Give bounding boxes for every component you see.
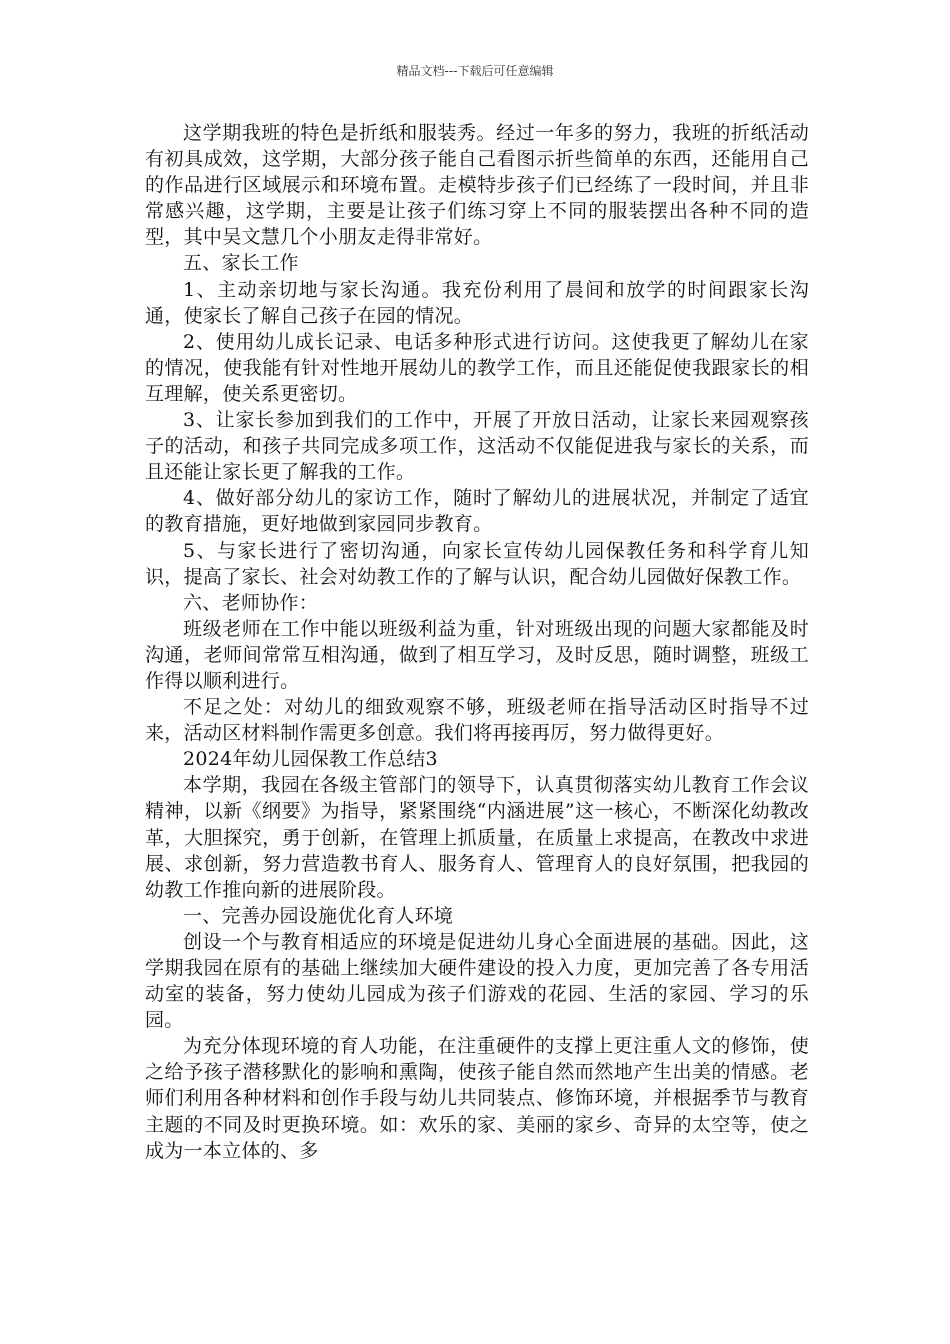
paragraph: 创设一个与教育相适应的环境是促进幼儿身心全面进展的基础。因此，这学期我园在原有的基础上继续加大硬件建设的投入力度，更加完善了各专用活动室的装备，努力使幼儿园成为孩子们游戏的花园、生活的家园、学习的乐园。 xyxy=(145,930,809,1032)
section-heading: 一、完善办园设施优化育人环境 xyxy=(183,904,454,927)
paragraph: 本学期，我园在各级主管部门的领导下，认真贯彻落实幼儿教育工作会议精神，以新《纲要》为指导，紧紧围绕“内涵进展”这一核心，不断深化幼教改革，大胆探究，勇于创新，在管理上抓质量，在质量上求提高，在教改中求进展、求创新，努力营造教书育人、服务育人、管理育人的良好氛围，把我园的幼教工作推向新的进展阶段。 xyxy=(145,774,809,901)
paragraph: 5、与家长进行了密切沟通，向家长宣传幼儿园保教任务和科学育儿知识，提高了家长、社会对幼教工作的了解与认识，配合幼儿园做好保教工作。 xyxy=(145,539,809,588)
paragraph: 1、主动亲切地与家长沟通。我充份利用了晨间和放学的时间跟家长沟通，使家长了解自己孩子在园的情况。 xyxy=(145,278,809,327)
document-body xyxy=(145,120,809,1164)
page-header: 精品文档---下载后可任意编辑 xyxy=(396,64,554,78)
section-heading: 六、老师协作： xyxy=(183,591,319,614)
section-heading: 五、家长工作 xyxy=(183,252,299,275)
paragraph: 2、使用幼儿成长记录、电话多种形式进行访问。这使我更了解幼儿在家的情况，使我能有针对性地开展幼儿的教学工作，而且还能促使我跟家长的相互理解，使关系更密切。 xyxy=(145,330,809,405)
paragraph: 这学期我班的特色是折纸和服装秀。经过一年多的努力，我班的折纸活动有初具成效，这学期，大部分孩子能自己看图示折些简单的东西，还能用自己的作品进行区域展示和环境布置。走模特步孩子们已经练了一段时间，并且非常感兴趣，这学期，主要是让孩子们练习穿上不同的服装摆出各种不同的造型，其中吴文慧几个小朋友走得非常好。 xyxy=(145,122,809,249)
document-title: 2024年幼儿园保教工作总结3 xyxy=(183,748,438,771)
paragraph: 4、做好部分幼儿的家访工作，随时了解幼儿的进展状况，并制定了适宜的教育措施，更好地做到家园同步教育。 xyxy=(145,487,809,536)
paragraph: 不足之处：对幼儿的细致观察不够，班级老师在指导活动区时指导不过来，活动区材料制作需更多创意。我们将再接再厉，努力做得更好。 xyxy=(145,696,809,745)
paragraph: 班级老师在工作中能以班级利益为重，针对班级出现的问题大家都能及时沟通，老师间常常互相沟通，做到了相互学习，及时反思，随时调整，班级工作得以顺利进行。 xyxy=(145,617,809,692)
paragraph: 为充分体现环境的育人功能，在注重硬件的支撑上更注重人文的修饰，使之给予孩子潜移默化的影响和熏陶，使孩子能自然而然地产生出美的情感。老师们利用各种材料和创作手段与幼儿共同装点、修饰环境，并根据季节与教育主题的不同及时更换环境。如：欢乐的家、美丽的家乡、奇异的太空等，使之成为一本立体的、多 xyxy=(145,1035,809,1162)
paragraph: 3、让家长参加到我们的工作中，开展了开放日活动，让家长来园观察孩子的活动，和孩子共同完成多项工作，这活动不仅能促进我与家长的关系，而且还能让家长更了解我的工作。 xyxy=(145,409,809,484)
